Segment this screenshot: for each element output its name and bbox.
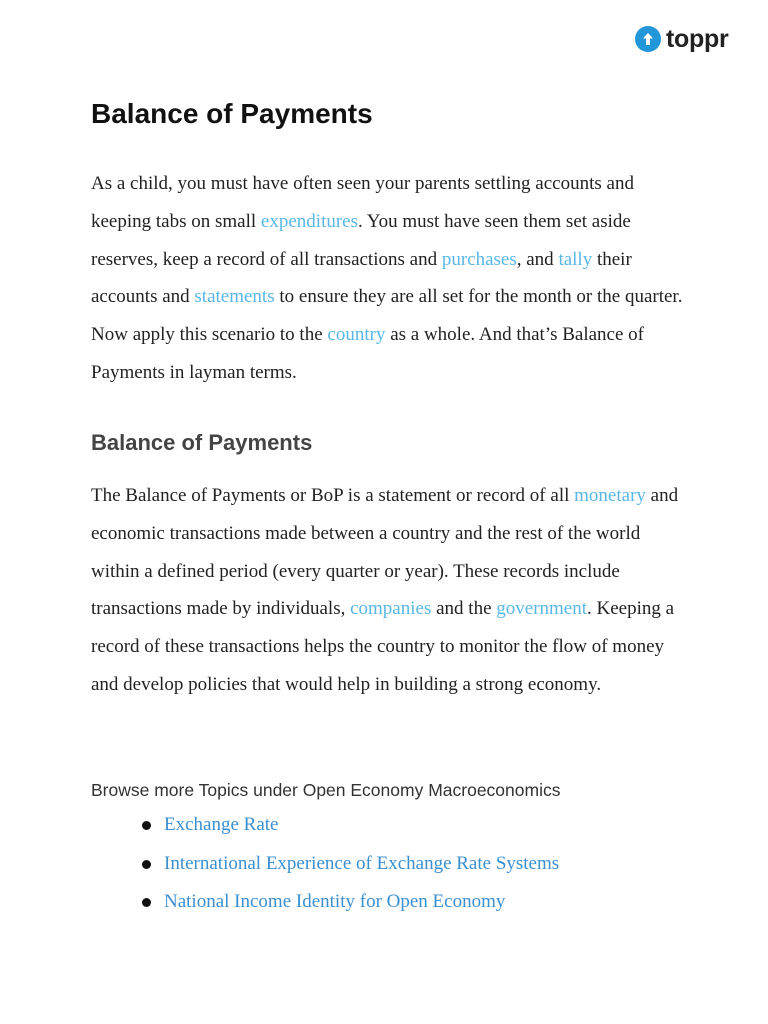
topic-list-item [138, 845, 559, 884]
bullet-icon [142, 898, 151, 907]
paragraph-text: their accounts and [91, 248, 632, 308]
bullet-icon [142, 860, 151, 869]
brand-name: toppr [666, 25, 729, 53]
inline-link-expenditures[interactable]: expenditures [260, 210, 358, 232]
intro-paragraph [91, 165, 691, 392]
paragraph-text: as a whole. And that’s Balance of Payments in layman terms. [91, 324, 644, 383]
definition-paragraph [91, 477, 691, 704]
paragraph-text: and the [431, 598, 497, 620]
section-heading: Balance of Payments [91, 430, 313, 455]
paragraph-text: As a child, you must have often seen your parents settling accounts and keeping tabs on small [91, 173, 634, 232]
topic-link[interactable]: Exchange Rate [164, 814, 279, 835]
inline-link-statements[interactable]: statements [194, 286, 275, 308]
topic-link[interactable]: National Income Identity for Open Economy [164, 891, 506, 912]
up-arrow-icon [635, 26, 661, 52]
topics-list [138, 806, 559, 922]
inline-link-government[interactable]: government [496, 598, 588, 620]
bullet-icon [142, 821, 151, 830]
inline-link-monetary[interactable]: monetary [574, 485, 646, 506]
inline-link-tally[interactable]: tally [558, 248, 593, 270]
inline-link-country[interactable]: country [327, 324, 386, 346]
paragraph-text: , and [516, 248, 559, 270]
topic-link[interactable]: International Experience of Exchange Rate Systems [164, 852, 560, 874]
paragraph-text: The Balance of Payments or BoP is a statement or record of all [91, 485, 575, 506]
paragraph-text: and economic transactions made between a country and the rest of the world within a defined period (every quarter or year). These records include transactions made by individuals, [91, 485, 679, 620]
topic-list-item [138, 883, 559, 922]
page-title: Balance of Payments [91, 98, 373, 129]
paragraph-text: . You must have seen them set aside reserves, keep a record of all transactions and [91, 210, 631, 270]
inline-link-companies[interactable]: companies [350, 598, 432, 620]
toppr-logo[interactable] [635, 26, 728, 52]
paragraph-text: to ensure they are all set for the month or the quarter. Now apply this scenario to the [91, 286, 683, 346]
browse-topics-label: Browse more Topics under Open Economy Macroeconomics [91, 780, 561, 800]
inline-link-purchases[interactable]: purchases [441, 248, 517, 270]
paragraph-text: . Keeping a record of these transactions helps the country to monitor the flow of money and develop policies that would help in building a strong economy. [91, 598, 675, 695]
topic-list-item [138, 806, 559, 845]
